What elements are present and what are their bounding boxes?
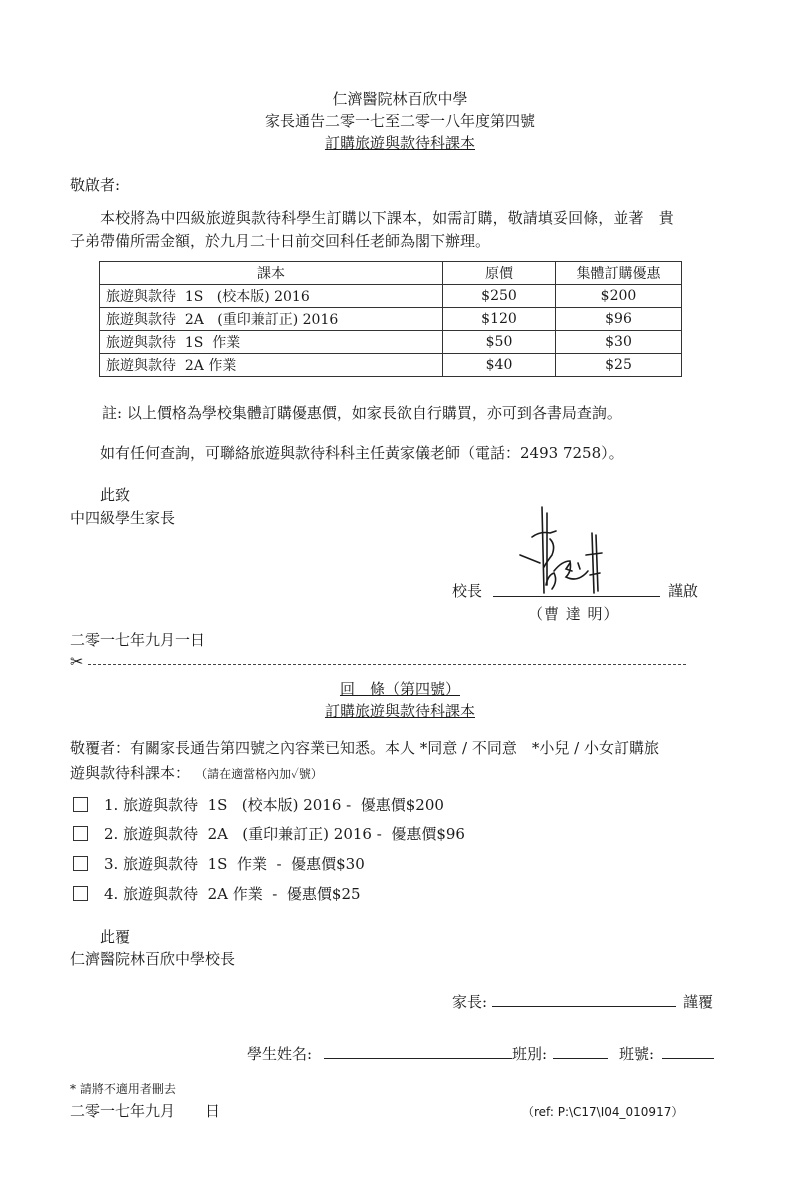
scissors-icon: ✂ — [70, 652, 84, 671]
reply-title-wrap — [0, 678, 800, 699]
reply-date: 二零一七年九月 日 — [70, 1102, 221, 1120]
reply-intro-hint: （請在適當格內加✓號） — [195, 767, 323, 781]
salutation: 敬啟者: — [70, 176, 121, 194]
class-number-label: 班號: — [619, 1045, 655, 1063]
reply-subtitle: 訂購旅遊與款待科課本 — [324, 702, 475, 720]
option-checkbox-3[interactable] — [73, 856, 88, 871]
option-label-3: 3. 旅遊與款待 1S 作業 - 優惠價$30 — [104, 855, 365, 873]
original-price: $250 — [443, 285, 556, 308]
reference-code: （ref: P:\C17\I04_010917） — [522, 1105, 684, 1119]
table-header-row — [100, 262, 682, 285]
student-name-field[interactable] — [324, 1058, 512, 1059]
original-price: $50 — [443, 331, 556, 354]
header-textbook: 課本 — [100, 262, 443, 285]
reply-title: 回 條（第四號） — [339, 680, 460, 698]
parent-label: 家長: — [452, 993, 488, 1011]
principal-title: 校長 — [452, 582, 483, 600]
table-row — [100, 354, 682, 377]
book-title: 旅遊與款待 1S 作業 — [100, 331, 443, 354]
parent-respect: 謹覆 — [683, 993, 714, 1011]
closing-line1: 此致 — [100, 486, 131, 504]
principal-name: （曹 達 明） — [528, 605, 620, 623]
body-paragraph-line1: 本校將為中四級旅遊與款待科學生訂購以下課本，如需訂購，敬請填妥回條，並著 貴 — [100, 209, 674, 227]
contact-info: 如有任何查詢，可聯絡旅遊與款待科科主任黃家儀老師（電話：2493 7258）。 — [100, 444, 624, 462]
notice-subject-wrap — [0, 132, 800, 153]
option-checkbox-4[interactable] — [73, 886, 88, 901]
principal-signature-line — [493, 596, 660, 597]
header-group-discount: 集體訂購優惠 — [556, 262, 682, 285]
option-label-4: 4. 旅遊與款待 2A 作業 - 優惠價$25 — [104, 885, 361, 903]
parent-signature-field[interactable] — [492, 1006, 676, 1007]
option-label-2: 2. 旅遊與款待 2A (重印兼訂正) 2016 - 優惠價$96 — [104, 825, 465, 843]
class-label: 班別: — [512, 1045, 548, 1063]
body-paragraph-line2: 子弟帶備所需金額，於九月二十日前交回科任老師為閣下辦理。 — [70, 232, 491, 250]
table-row — [100, 285, 682, 308]
principal-respect: 謹啟 — [668, 582, 699, 600]
table-row — [100, 308, 682, 331]
footnote: * 請將不適用者刪去 — [70, 1082, 176, 1096]
discount-price: $25 — [556, 354, 682, 377]
cut-line — [88, 664, 686, 665]
closing-recipient: 中四級學生家長 — [70, 509, 176, 527]
textbook-price-table — [99, 261, 682, 377]
class-field[interactable] — [553, 1058, 608, 1059]
book-title: 旅遊與款待 2A (重印兼訂正) 2016 — [100, 308, 443, 331]
notice-date: 二零一七年九月一日 — [70, 631, 206, 649]
header-original-price: 原價 — [443, 262, 556, 285]
school-name: 仁濟醫院林百欣中學 — [332, 90, 468, 108]
class-number-field[interactable] — [662, 1058, 714, 1059]
reply-closing1: 此覆 — [100, 928, 131, 946]
price-note: 註: 以上價格為學校集體訂購優惠價，如家長欲自行購買，亦可到各書局查詢。 — [102, 404, 622, 422]
original-price: $120 — [443, 308, 556, 331]
discount-price: $96 — [556, 308, 682, 331]
discount-price: $200 — [556, 285, 682, 308]
notice-subject: 訂購旅遊與款待科課本 — [324, 134, 475, 152]
original-price: $40 — [443, 354, 556, 377]
reply-closing2: 仁濟醫院林百欣中學校長 — [70, 950, 236, 968]
notice-number: 家長通告二零一七至二零一八年度第四號 — [264, 112, 535, 130]
reply-intro-line1: 敬覆者：有關家長通告第四號之內容業已知悉。本人 *同意 / 不同意 *小兒 / 小女訂購旅 — [70, 739, 659, 757]
student-name-label: 學生姓名: — [247, 1045, 313, 1063]
table-row — [100, 331, 682, 354]
reply-intro-line2: 遊與款待科課本： — [70, 764, 191, 782]
principal-signature — [510, 505, 620, 597]
book-title: 旅遊與款待 2A 作業 — [100, 354, 443, 377]
option-checkbox-1[interactable] — [73, 797, 88, 812]
option-checkbox-2[interactable] — [73, 826, 88, 841]
reply-subtitle-wrap — [0, 700, 800, 721]
option-label-1: 1. 旅遊與款待 1S (校本版) 2016 - 優惠價$200 — [104, 796, 444, 814]
reply-intro-line2-wrap — [70, 762, 323, 783]
book-title: 旅遊與款待 1S (校本版) 2016 — [100, 285, 443, 308]
discount-price: $30 — [556, 331, 682, 354]
